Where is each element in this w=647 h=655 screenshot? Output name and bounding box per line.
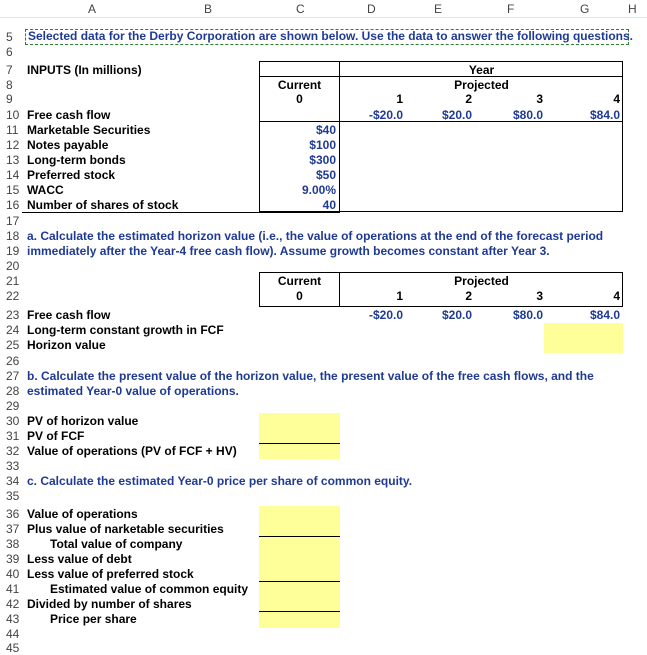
row-header[interactable]: 38	[6, 537, 20, 551]
period-1[interactable]: 1	[396, 92, 403, 106]
part-b-input-cells[interactable]	[259, 413, 340, 459]
row-header[interactable]: 19	[6, 244, 20, 258]
pv-horizon-label[interactable]: PV of horizon value	[27, 414, 139, 428]
period-4[interactable]: 4	[613, 289, 620, 303]
fcf-year1[interactable]: -$20.0	[368, 308, 403, 322]
row-header[interactable]: 35	[6, 489, 20, 503]
part-c-question[interactable]: c. Calculate the estimated Year-0 price per share of common equity.	[27, 474, 413, 488]
input-label[interactable]: Preferred stock	[27, 168, 116, 182]
current-label[interactable]: Current	[277, 78, 322, 92]
period-2[interactable]: 2	[465, 92, 472, 106]
period-2[interactable]: 2	[465, 289, 472, 303]
row-header[interactable]: 10	[6, 108, 20, 122]
period-0[interactable]: 0	[296, 289, 303, 303]
projected-label[interactable]: Projected	[454, 274, 509, 288]
row-header[interactable]: 26	[6, 354, 20, 368]
period-3[interactable]: 3	[536, 92, 543, 106]
row-header[interactable]: 7	[6, 63, 13, 77]
period-4[interactable]: 4	[613, 92, 620, 106]
fcf-year2[interactable]: $20.0	[441, 308, 472, 322]
fcf-year4[interactable]: $84.0	[589, 108, 620, 122]
row-header[interactable]: 8	[6, 78, 13, 92]
input-label[interactable]: Long-term bonds	[27, 153, 126, 167]
column-header-h[interactable]: H	[628, 2, 637, 16]
divider	[259, 536, 340, 537]
input-label[interactable]: Number of shares of stock	[27, 198, 179, 212]
row-header[interactable]: 16	[6, 198, 20, 212]
part-a-question-line2[interactable]: immediately after the Year-4 free cash flow). Assume growth becomes constant after Year 3.	[27, 244, 550, 258]
calc-label[interactable]: Value of operations	[27, 507, 138, 521]
fcf-year3[interactable]: $80.0	[512, 108, 543, 122]
growth-label[interactable]: Long-term constant growth in FCF	[27, 323, 224, 337]
column-header-e[interactable]: E	[434, 2, 443, 16]
part-a-question-line1[interactable]: a. Calculate the estimated horizon value (i.e., the value of operations at the end of the forecast period	[27, 229, 604, 243]
period-0[interactable]: 0	[296, 92, 303, 106]
column-header-bar	[0, 0, 647, 18]
year-label[interactable]: Year	[468, 63, 495, 77]
row-header[interactable]: 18	[6, 229, 20, 243]
row-header[interactable]: 17	[6, 214, 20, 228]
part-b-question-line2[interactable]: estimated Year-0 value of operations.	[27, 384, 239, 398]
row-header[interactable]: 25	[6, 338, 20, 352]
row-header[interactable]: 36	[6, 507, 20, 521]
input-value[interactable]: $50	[315, 168, 336, 182]
row-header[interactable]: 12	[6, 138, 20, 152]
value-of-operations-label[interactable]: Value of operations (PV of FCF + HV)	[27, 444, 237, 458]
input-value[interactable]: $300	[309, 153, 336, 167]
row-header[interactable]: 44	[6, 627, 20, 641]
row-header[interactable]: 5	[6, 30, 13, 44]
column-header-d[interactable]: D	[367, 2, 376, 16]
projected-label[interactable]: Projected	[454, 78, 509, 92]
row-header[interactable]: 29	[6, 399, 20, 413]
input-label[interactable]: WACC	[27, 183, 64, 197]
horizon-value-input-cell[interactable]	[544, 323, 623, 353]
fcf-year2[interactable]: $20.0	[441, 108, 472, 122]
fcf-year3[interactable]: $80.0	[512, 308, 543, 322]
row-header[interactable]: 34	[6, 474, 20, 488]
row-header[interactable]: 11	[6, 123, 19, 137]
intro-text[interactable]: Selected data for the Derby Corporation are shown below. Use the data to answer the following questions.	[28, 29, 633, 43]
part-b-question-line1[interactable]: b. Calculate the present value of the horizon value, the present value of the free cash flows, and the	[27, 369, 594, 383]
input-value[interactable]: 9.00%	[301, 183, 336, 197]
row-header[interactable]: 24	[6, 323, 20, 337]
fcf-label[interactable]: Free cash flow	[27, 108, 111, 122]
row-header[interactable]: 6	[6, 45, 13, 59]
row-header[interactable]: 13	[6, 153, 20, 167]
column-header-g[interactable]: G	[580, 2, 590, 16]
row-header[interactable]: 30	[6, 414, 20, 428]
row-header[interactable]: 14	[6, 168, 20, 182]
row-header[interactable]: 20	[6, 259, 20, 273]
pv-fcf-label[interactable]: PV of FCF	[27, 429, 85, 443]
row-header[interactable]: 31	[6, 429, 20, 443]
row-header[interactable]: 32	[6, 444, 20, 458]
calc-label[interactable]: Less value of preferred stock	[27, 567, 194, 581]
row-header[interactable]: 45	[6, 641, 20, 655]
current-label[interactable]: Current	[277, 274, 322, 288]
row-header[interactable]: 27	[6, 369, 20, 383]
row-header[interactable]: 43	[6, 612, 20, 626]
calc-label[interactable]: Price per share	[50, 612, 137, 626]
part-c-input-cells[interactable]	[259, 506, 340, 628]
fcf-year1[interactable]: -$20.0	[368, 108, 403, 122]
row-header[interactable]: 21	[6, 274, 20, 288]
row-header[interactable]: 37	[6, 522, 20, 536]
row-header[interactable]: 9	[6, 92, 13, 106]
column-header-a[interactable]: A	[88, 2, 97, 16]
calc-label[interactable]: Total value of company	[50, 537, 183, 551]
input-value[interactable]: $40	[315, 123, 336, 137]
row-header[interactable]: 42	[6, 597, 20, 611]
row-header[interactable]: 23	[6, 308, 20, 322]
row-header[interactable]: 40	[6, 567, 20, 581]
row-header[interactable]: 39	[6, 552, 20, 566]
input-label[interactable]: Marketable Securities	[27, 123, 151, 137]
column-header-b[interactable]: B	[204, 2, 213, 16]
calc-label[interactable]: Divided by number of shares	[27, 597, 192, 611]
period-1[interactable]: 1	[396, 289, 403, 303]
input-value[interactable]: $100	[309, 138, 336, 152]
period-3[interactable]: 3	[536, 289, 543, 303]
divider	[259, 443, 340, 444]
fcf-year4[interactable]: $84.0	[589, 308, 620, 322]
divider	[259, 611, 340, 612]
row-header[interactable]: 33	[6, 459, 20, 473]
fcf-label[interactable]: Free cash flow	[27, 308, 111, 322]
inputs-title[interactable]: INPUTS (In millions)	[27, 63, 142, 77]
column-header-c[interactable]: C	[296, 2, 305, 16]
divider	[259, 581, 340, 582]
calc-label[interactable]: Plus value of narketable securities	[27, 522, 224, 536]
input-value[interactable]: 40	[322, 198, 336, 212]
row-header[interactable]: 22	[6, 289, 20, 303]
row-header[interactable]: 15	[6, 183, 20, 197]
row-header[interactable]: 41	[6, 582, 20, 596]
input-label[interactable]: Notes payable	[27, 138, 109, 152]
calc-label[interactable]: Estimated value of common equity	[50, 582, 249, 596]
horizon-value-label[interactable]: Horizon value	[27, 338, 106, 352]
column-header-f[interactable]: F	[507, 2, 515, 16]
calc-label[interactable]: Less value of debt	[27, 552, 132, 566]
row-header[interactable]: 28	[6, 384, 20, 398]
